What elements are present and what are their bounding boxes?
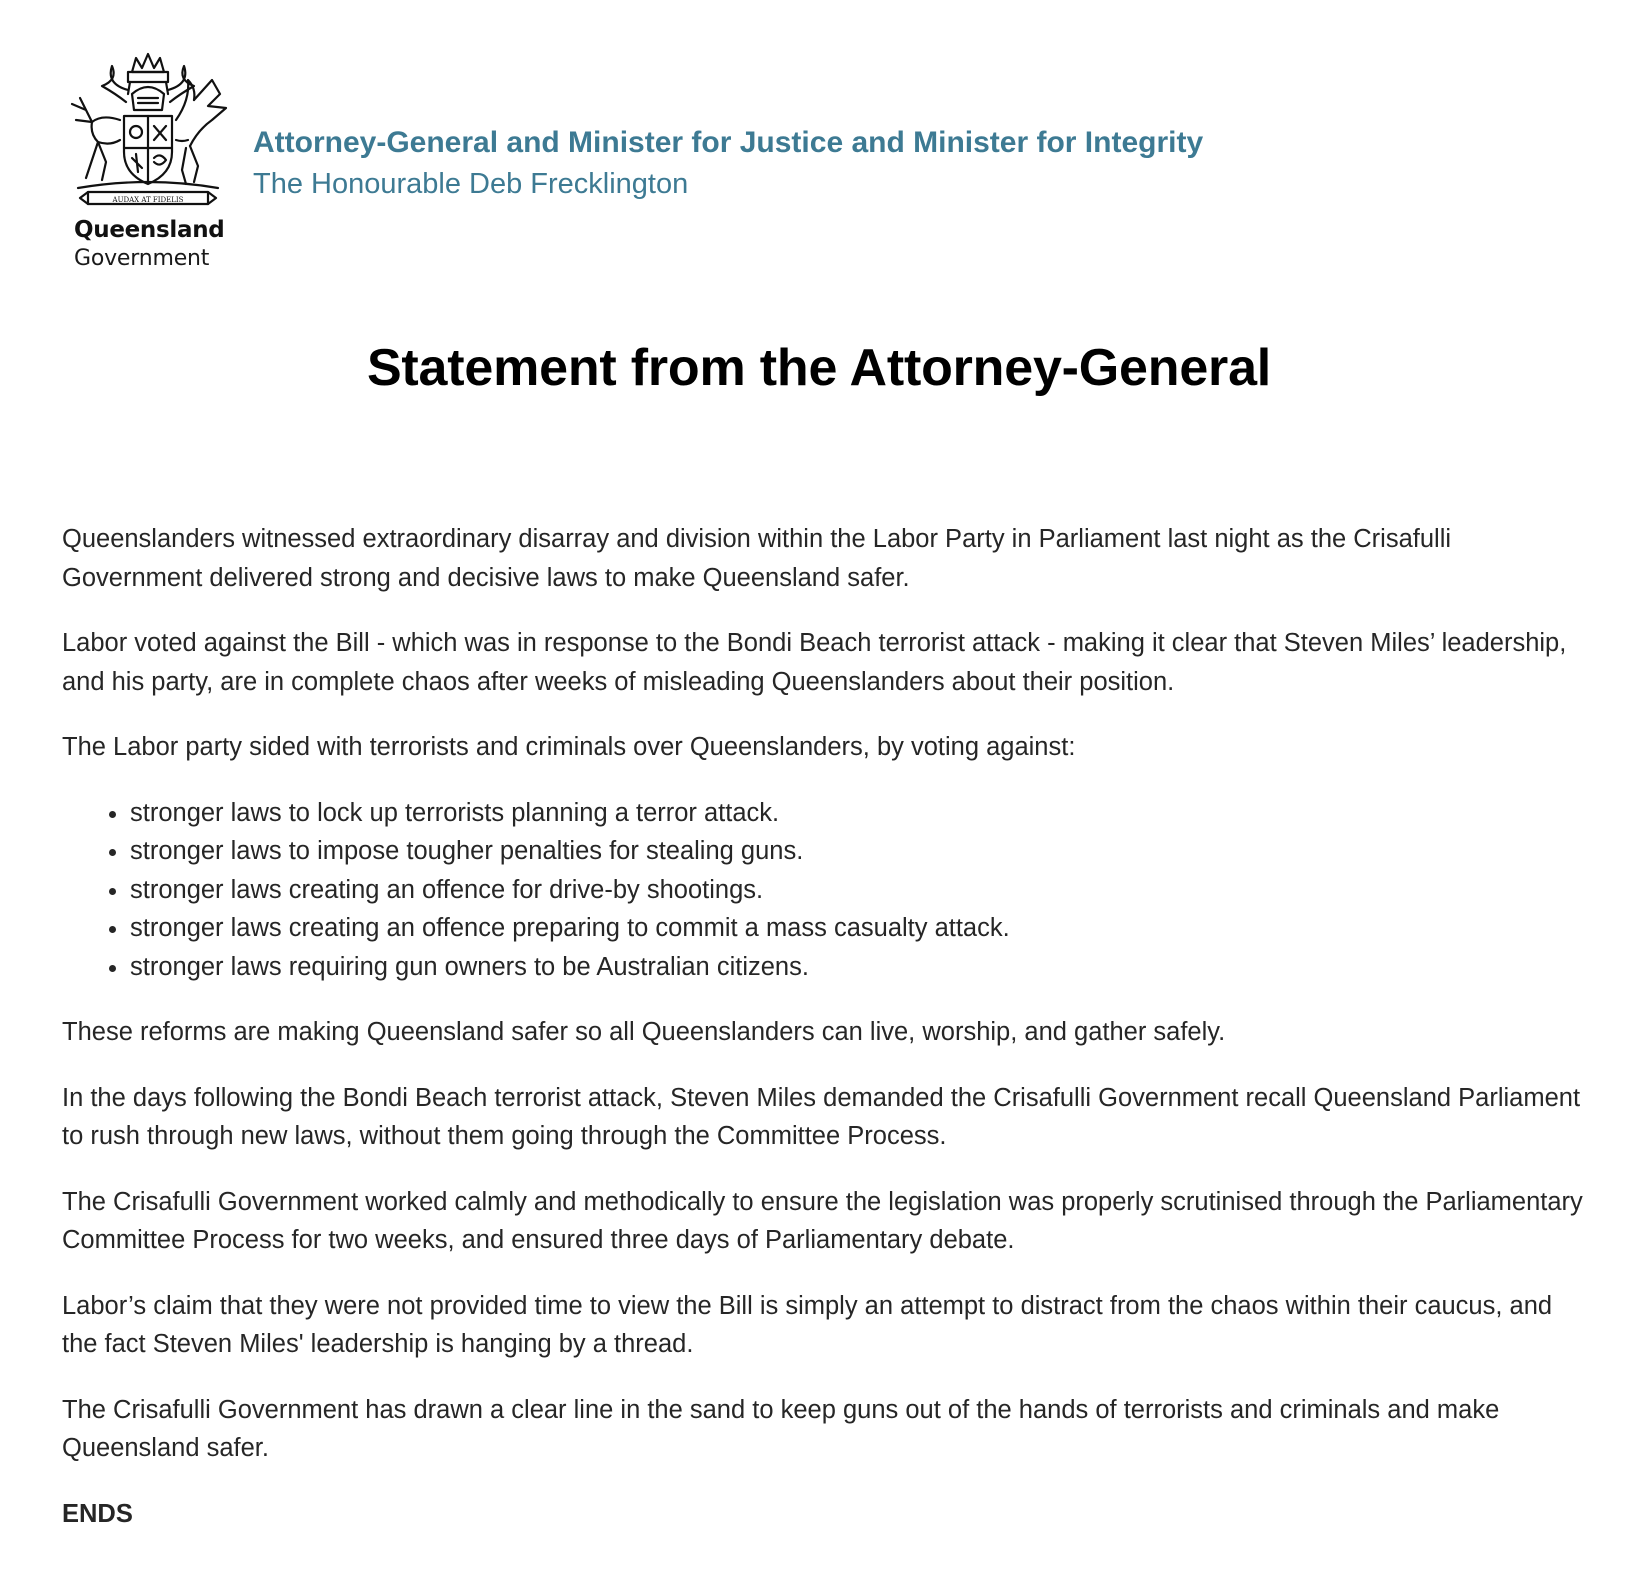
paragraph: Labor’s claim that they were not provided time to view the Bill is simply an attempt to distract from the chaos within their caucus, and the fact Steven Miles' leadership is hanging by a thread. bbox=[62, 1291, 1553, 1358]
voting-against-list bbox=[62, 794, 1592, 987]
paragraph: The Crisafulli Government has drawn a clear line in the sand to keep guns out of the hands of terrorists and criminals and make Queensland safer. bbox=[62, 1395, 1500, 1462]
coat-of-arms-icon bbox=[62, 50, 234, 210]
minister-name: The Honourable Deb Frecklington bbox=[253, 168, 689, 200]
logo-text-queensland: Queensland bbox=[74, 217, 225, 243]
logo-text-government: Government bbox=[74, 246, 210, 271]
paragraph: In the days following the Bondi Beach terrorist attack, Steven Miles demanded the Crisafulli Government recall Queensland Parliament to rush through new laws, without them going through the Committee Process. bbox=[62, 1083, 1581, 1150]
paragraph: Labor voted against the Bill - which was in response to the Bondi Beach terrorist attack - making it clear that Steven Miles’ leadership, and his party, are in complete chaos after weeks of misleading Queenslanders about their position. bbox=[62, 629, 1567, 696]
list-item: • stronger laws to lock up terrorists planning a terror attack. bbox=[130, 794, 1592, 833]
statement-body bbox=[62, 520, 1592, 1560]
minister-title: Attorney-General and Minister for Justice and Minister for Integrity bbox=[253, 126, 1204, 159]
paragraph: Queenslanders witnessed extraordinary disarray and division within the Labor Party in Parliament last night as the Crisafulli Government delivered strong and decisive laws to make Queensland safer. bbox=[62, 525, 1452, 592]
list-item: • stronger laws creating an offence for drive-by shootings. bbox=[130, 871, 1592, 910]
logo-motto: AUDAX AT FIDELIS bbox=[112, 196, 184, 204]
page-title: Statement from the Attorney-General bbox=[366, 339, 1272, 397]
paragraph: The Labor party sided with terrorists and criminals over Queenslanders, by voting against: bbox=[62, 733, 1076, 761]
queensland-government-logo bbox=[58, 50, 238, 280]
list-item: • stronger laws requiring gun owners to be Australian citizens. bbox=[130, 948, 1592, 987]
list-item: • stronger laws to impose tougher penalties for stealing guns. bbox=[130, 832, 1592, 871]
paragraph: These reforms are making Queensland safer so all Queenslanders can live, worship, and gather safely. bbox=[62, 1018, 1226, 1046]
paragraph: The Crisafulli Government worked calmly and methodically to ensure the legislation was properly scrutinised through the Parliamentary Committee Process for two weeks, and ensured three days of Parliamentary debate. bbox=[62, 1187, 1583, 1254]
ends-marker: ENDS bbox=[62, 1499, 133, 1528]
list-item: • stronger laws creating an offence preparing to commit a mass casualty attack. bbox=[130, 909, 1592, 948]
